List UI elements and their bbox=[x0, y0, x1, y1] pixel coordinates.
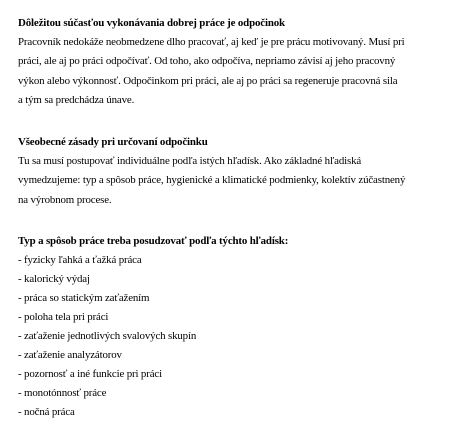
list-item: - nočná práca bbox=[18, 406, 75, 418]
list-item: - zaťaženie jednotlivých svalových skupín bbox=[18, 330, 197, 342]
list-item: - kalorický výdaj bbox=[18, 273, 90, 285]
list-item: - monotónnosť práce bbox=[18, 387, 107, 399]
list-item: - zaťaženie analyzátorov bbox=[18, 349, 122, 361]
section3-heading: Typ a spôsob práce treba posudzovať podľa týchto hľadísk: bbox=[18, 235, 289, 247]
section2-heading: Všeobecné zásady pri určovaní odpočinku bbox=[18, 136, 208, 148]
list-item: - poloha tela pri práci bbox=[18, 311, 109, 323]
section1-heading: Dôležitou súčasťou vykonávania dobrej práce je odpočinok bbox=[18, 17, 285, 29]
section2-line: vymedzujeme: typ a spôsob práce, hygienické a klimatické podmienky, kolektív zúčastnený bbox=[18, 174, 406, 186]
section2-line: Tu sa musí postupovať individuálne podľa istých hľadísk. Ako základné hľadiská bbox=[18, 155, 362, 167]
section1-line: a tým sa predchádza únave. bbox=[18, 94, 135, 106]
section2-line: na výrobnom procese. bbox=[18, 194, 112, 206]
section1-line: výkon alebo výkonnosť. Odpočinkom pri práci, ale aj po práci sa regeneruje pracovná sila bbox=[18, 75, 398, 87]
section1-line: práci, ale aj po práci odpočívať. Od toho, ako odpočíva, nepriamo závisí aj jeho pracovný bbox=[18, 55, 396, 67]
list-item: - práca so statickým zaťažením bbox=[18, 292, 150, 304]
section1-line: Pracovník nedokáže neobmedzene dlho pracovať, aj keď je pre prácu motivovaný. Musí pri bbox=[18, 36, 405, 48]
list-item: - fyzicky ľahká a ťažká práca bbox=[18, 254, 142, 266]
list-item: - pozornosť a iné funkcie pri práci bbox=[18, 368, 162, 380]
